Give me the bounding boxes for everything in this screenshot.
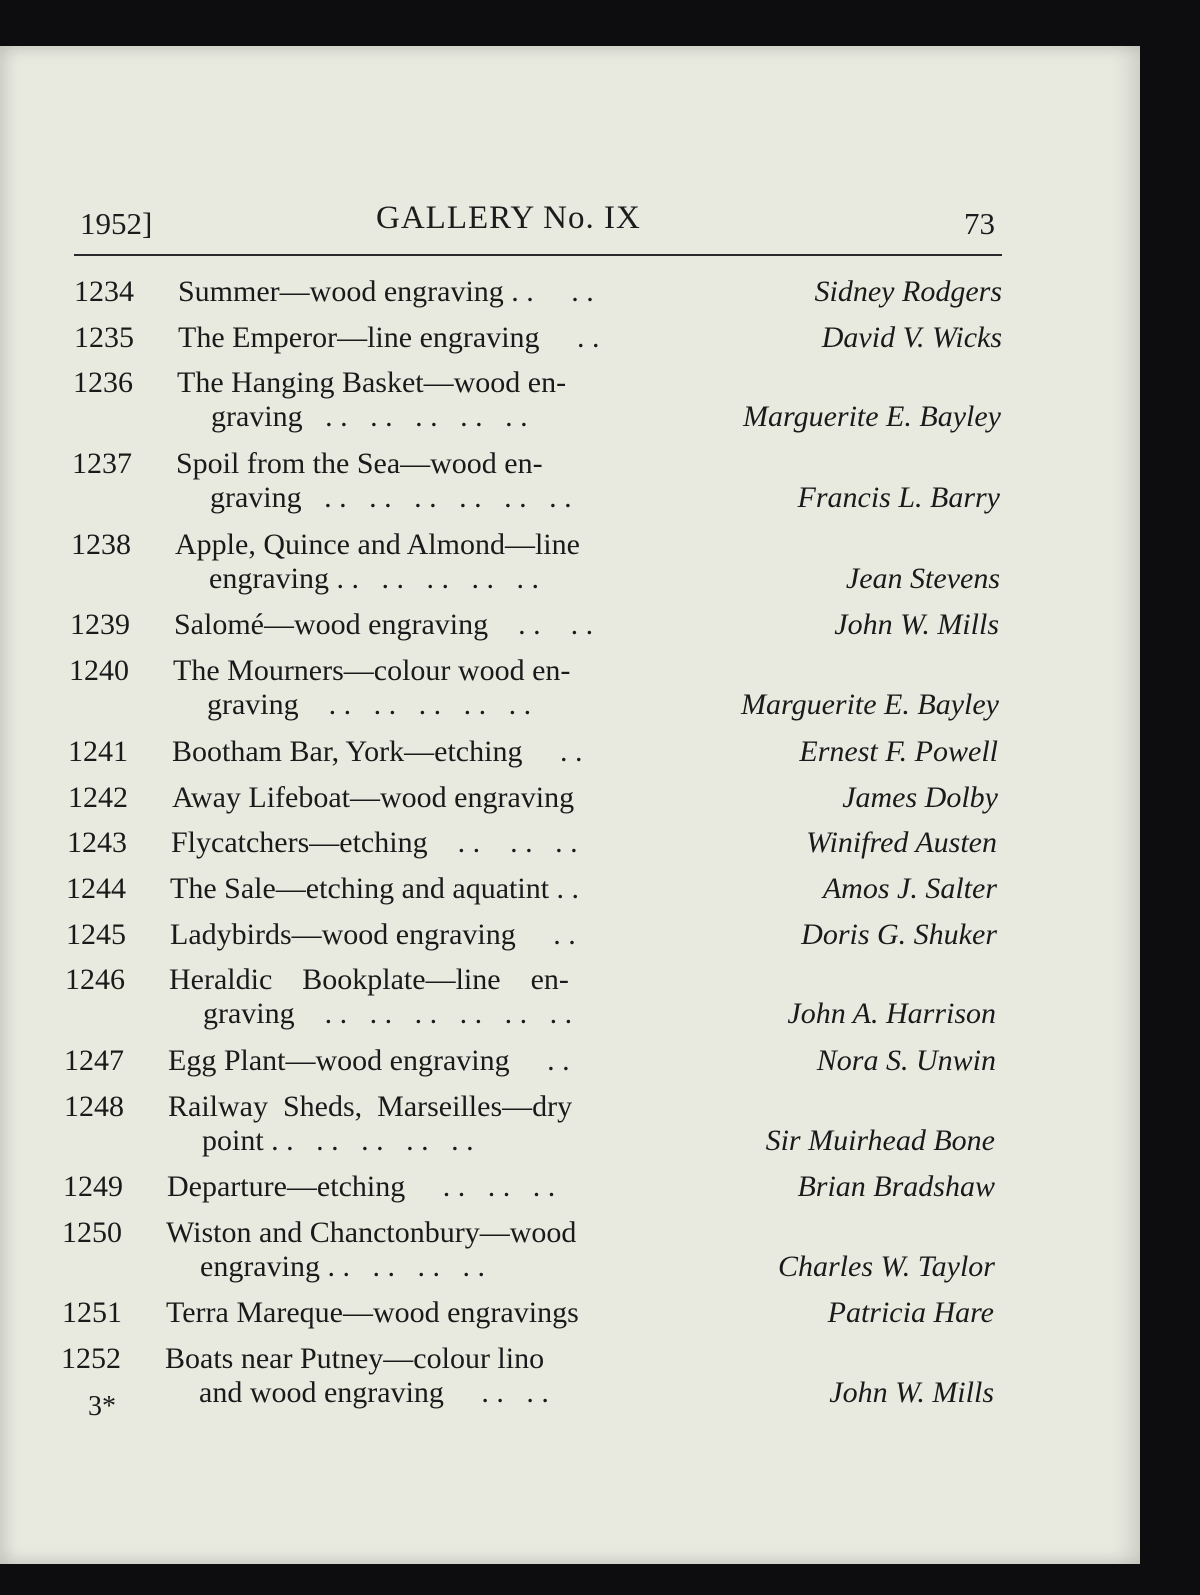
entry-number: 1251 bbox=[62, 1296, 122, 1329]
entry-title: Flycatchers—etching . . . . . . bbox=[171, 826, 578, 859]
signature-mark: 3* bbox=[88, 1391, 116, 1422]
entry-title-continuation: and wood engraving . . . . bbox=[199, 1376, 549, 1409]
entry-artist: Jean Stevens bbox=[845, 562, 1000, 595]
entry-artist: Charles W. Taylor bbox=[777, 1250, 995, 1283]
entry-title-continuation: engraving . . . . . . . . bbox=[200, 1250, 485, 1283]
entry-number: 1249 bbox=[63, 1170, 123, 1203]
entry-title-continuation: graving . . . . . . . . . . . . bbox=[203, 997, 573, 1030]
entry-artist: Francis L. Barry bbox=[797, 481, 1000, 514]
entry-artist: John W. Mills bbox=[834, 608, 999, 641]
entry-number: 1240 bbox=[69, 654, 129, 687]
entry-number: 1242 bbox=[68, 781, 128, 814]
header-year: 1952] bbox=[80, 206, 153, 241]
entry-title: Spoil from the Sea—wood en- bbox=[176, 447, 543, 480]
entry-artist: Nora S. Unwin bbox=[816, 1044, 996, 1077]
entry-artist: Sir Muirhead Bone bbox=[765, 1124, 995, 1157]
entry-title: Ladybirds—wood engraving . . bbox=[170, 918, 576, 951]
entry-number: 1234 bbox=[74, 275, 134, 308]
entry-artist: John A. Harrison bbox=[787, 997, 996, 1030]
entry-list bbox=[0, 46, 1140, 1564]
entry-title: Away Lifeboat—wood engraving bbox=[172, 781, 575, 814]
entry-artist: Winifred Austen bbox=[806, 826, 997, 859]
entry-number: 1245 bbox=[66, 918, 126, 951]
entry-title: Terra Mareque—wood engravings bbox=[166, 1296, 579, 1329]
entry-title: Bootham Bar, York—etching . . bbox=[172, 735, 583, 768]
entry-artist: Sidney Rodgers bbox=[814, 275, 1002, 308]
entry-title: The Sale—etching and aquatint . . bbox=[170, 872, 580, 905]
entry-number: 1237 bbox=[72, 447, 132, 480]
entry-number: 1248 bbox=[64, 1090, 124, 1123]
entry-artist: Patricia Hare bbox=[827, 1296, 994, 1329]
entry-number: 1238 bbox=[71, 528, 131, 561]
entry-artist: Doris G. Shuker bbox=[801, 918, 997, 951]
entry-number: 1246 bbox=[65, 963, 125, 996]
entry-title: Wiston and Chanctonbury—wood bbox=[166, 1216, 577, 1249]
entry-number: 1239 bbox=[70, 608, 130, 641]
entry-title: Boats near Putney—colour lino bbox=[165, 1342, 545, 1375]
entry-title: The Emperor—line engraving . . bbox=[178, 321, 600, 354]
entry-artist: Brian Bradshaw bbox=[797, 1170, 995, 1203]
entry-title-continuation: engraving . . . . . . . . . . bbox=[209, 562, 539, 595]
entry-artist: Marguerite E. Bayley bbox=[743, 400, 1001, 433]
entry-artist: Amos J. Salter bbox=[822, 872, 997, 905]
entry-artist: Marguerite E. Bayley bbox=[741, 688, 999, 721]
entry-title-continuation: point . . . . . . . . . . bbox=[202, 1124, 474, 1157]
entry-title-continuation: graving . . . . . . . . . . . . bbox=[210, 481, 572, 514]
catalogue-page bbox=[0, 46, 1140, 1564]
entry-number: 1250 bbox=[62, 1216, 122, 1249]
entry-title: Apple, Quince and Almond—line bbox=[175, 528, 580, 561]
entry-number: 1236 bbox=[73, 366, 133, 399]
entry-title-continuation: graving . . . . . . . . . . bbox=[211, 400, 528, 433]
entry-title: The Mourners—colour wood en- bbox=[173, 654, 571, 687]
entry-number: 1241 bbox=[68, 735, 128, 768]
entry-title: Heraldic Bookplate—line en- bbox=[169, 963, 569, 996]
entry-title: Salomé—wood engraving . . . . bbox=[174, 608, 594, 641]
entry-title: Departure—etching . . . . . . bbox=[167, 1170, 556, 1203]
entry-artist: James Dolby bbox=[842, 781, 998, 814]
entry-number: 1247 bbox=[64, 1044, 124, 1077]
entry-number: 1235 bbox=[74, 321, 134, 354]
entry-title-continuation: graving . . . . . . . . . . bbox=[207, 688, 532, 721]
entry-number: 1244 bbox=[66, 872, 126, 905]
entry-artist: Ernest F. Powell bbox=[799, 735, 998, 768]
entry-number: 1252 bbox=[61, 1342, 121, 1375]
page-number: 73 bbox=[964, 206, 995, 241]
entry-artist: John W. Mills bbox=[829, 1376, 994, 1409]
entry-artist: David V. Wicks bbox=[821, 321, 1002, 354]
entry-number: 1243 bbox=[67, 826, 127, 859]
header-title: GALLERY No. IX bbox=[376, 200, 641, 236]
entry-title: The Hanging Basket—wood en- bbox=[177, 366, 567, 399]
entry-title: Summer—wood engraving . . . . bbox=[178, 275, 594, 308]
entry-title: Egg Plant—wood engraving . . bbox=[168, 1044, 570, 1077]
entry-title: Railway Sheds, Marseilles—dry bbox=[168, 1090, 573, 1123]
